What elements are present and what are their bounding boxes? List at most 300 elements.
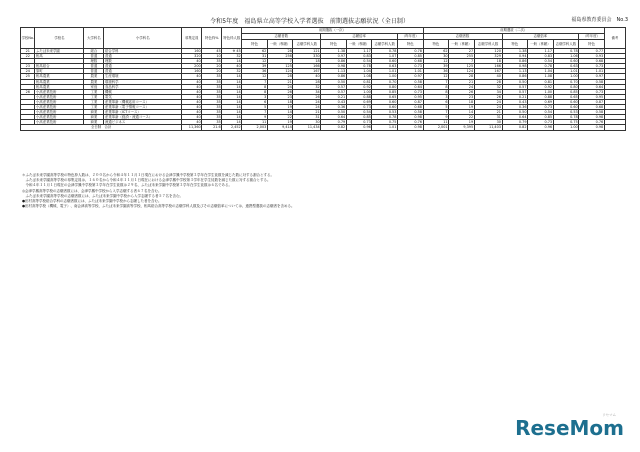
cell-biko [604,125,625,130]
cell-value: 26 [267,89,293,94]
cell-capacity: 40 [182,120,202,125]
cell-value: 11 [423,120,449,125]
cell-value: 0.92 [346,84,372,89]
cell-value: 0.97 [397,74,423,79]
cell-value: 120 [474,49,502,54]
cell-major: 家庭 [84,84,104,89]
cell-value: 125 [267,64,293,69]
cell-major: 商業 [84,115,104,120]
cell-major: 工業 [84,94,104,99]
total-value: 1.01 [372,125,398,130]
cell-value: 7 [449,59,475,64]
cell-school: 小高産業技術 [35,120,84,125]
cell-value: 34 [474,89,502,94]
cell-value: 0.86 [502,59,528,64]
cell-value: 9 [423,115,449,120]
cell-value: 0.60 [372,99,398,104]
cell-tokusyoku-pct: 35 [202,59,222,64]
cell-minor: 産業革新（電子情報コース） [104,105,182,110]
total-value: 0.82 [321,125,347,130]
cell-value: 0.21 [321,94,347,99]
cell-tokusyoku-pct: 35 [202,84,222,89]
cell-minor: 産業革新（機械応用コース） [104,99,182,104]
cell-value: 124 [267,69,293,74]
cell-value: 3 [242,94,268,99]
cell-value: 28 [267,74,293,79]
header-group1: 前期選抜（一次） [242,28,423,34]
cell-value: 1.08 [346,74,372,79]
cell-school: ふたば未来学園 [35,49,84,54]
cell-value: 8 [423,84,449,89]
cell-value: 26 [293,94,321,99]
cell-tokusyoku-pct: 35 [202,89,222,94]
cell-value: 0.73 [579,64,605,69]
header-tokushoku-b1: 特色 [321,40,347,49]
cell-value: 0.85 [397,54,423,59]
cell-value: 32 [474,84,502,89]
header-minor: 小学科名 [104,28,182,49]
resemom-logo [515,413,624,440]
cell-major: 工業 [84,105,104,110]
cell-value: 0.73 [528,105,554,110]
cell-value: 31 [293,115,321,120]
cell-value: 0.83 [346,54,372,59]
cell-capacity: 40 [182,105,202,110]
cell-value: 1.13 [321,69,347,74]
cell-value: 1.17 [528,49,554,54]
cell-tokusyoku-num: 14 [222,110,242,115]
footnote: ふたば未来学園高等学校の志願者数には、ふたば未来学園中学校から入学志願する者５７名を含む。 [22,193,183,198]
cell-school: 小高産業技術 [35,99,84,104]
header-ippan-b1: 一般（専願） [346,40,372,49]
cell-value: 0.85 [372,89,398,94]
cell-value: 0.68 [579,59,605,64]
cell-value: 0.79 [502,120,528,125]
cell-value: 24 [293,99,321,104]
cell-tokusyoku-pct: 35 [202,94,222,99]
cell-value: 0.87 [397,99,423,104]
cell-value: 22 [449,115,475,120]
cell-value: 21 [293,110,321,115]
cell-value: 0.70 [553,79,579,84]
cell-value: 0.65 [553,94,579,99]
cell-value: 18 [267,99,293,104]
cell-value: 0.78 [553,115,579,120]
cell-value: 0.43 [502,99,528,104]
total-value: 11,403 [474,125,502,130]
cell-tokusyoku-pct: 35 [202,79,222,84]
cell-value: 31 [474,115,502,120]
cell-value: 0.63 [553,64,579,69]
cell-capacity: 40 [182,110,202,115]
cell-value: 31 [242,54,268,59]
header-zennen-2: （昨年度） [579,34,605,40]
cell-value: 0.60 [553,99,579,104]
cell-value: 0.97 [579,74,605,79]
cell-value: 23 [449,94,475,99]
cell-value: 0.81 [528,79,554,84]
cell-value: 18 [293,59,321,64]
application-status-table [20,27,626,131]
total-label: 全日制 合計 [21,125,182,130]
cell-value: 1.13 [502,69,528,74]
cell-major: 商業 [84,110,104,115]
cell-value: 0.50 [321,79,347,84]
total-capacity: 11,360 [182,125,202,130]
total-value: 0.96 [528,125,554,130]
cell-no: 24 [21,69,35,74]
cell-capacity: 40 [182,84,202,89]
cell-school: 相馬農業 [35,79,84,84]
cell-value: 40 [293,74,321,79]
cell-value: 39 [423,64,449,69]
cell-value: 0.60 [553,105,579,110]
cell-value: 124 [449,69,475,74]
cell-value: 14 [267,110,293,115]
cell-minor: 機械 [104,89,182,94]
footnote: ◎会津学鳳高等学校の志願者数には、会津学鳳中学校から入学志願する者６７名を含む。 [22,188,162,193]
cell-value: 125 [449,64,475,69]
cell-minor: 総合学科 [104,49,182,54]
cell-value: 256 [267,54,293,59]
cell-tokusyoku-pct: 35 [202,74,222,79]
cell-value: 1.04 [346,69,372,74]
header-tokushoku-z2: 特色 [579,40,605,49]
cell-value: 0.64 [502,115,528,120]
cell-value: 0.58 [397,79,423,84]
header-major: 大学科名 [84,28,104,49]
total-value: 2,001 [423,125,449,130]
cell-value: 0.64 [321,115,347,120]
cell-value: 1.00 [346,89,372,94]
cell-major: 普通 [84,64,104,69]
cell-school: 小高産業技術 [35,115,84,120]
cell-value: 5 [242,105,268,110]
header-tokusyoku-pct: 特色枠% [202,28,222,49]
footnote: ●田村高等学校総合学科の志願者数には、ふたば未来学園中学校から志願した者を含む。 [22,199,162,204]
cell-major: 商業 [84,120,104,125]
cell-capacity: 40 [182,99,202,104]
header-group2: 前期選抜（二次） [423,28,604,34]
cell-major: 農業 [84,79,104,84]
cell-tokusyoku-pct: 35 [202,115,222,120]
cell-value: 0.50 [502,79,528,84]
total-value: 0.98 [397,125,423,130]
cell-value: 0.86 [321,74,347,79]
cell-value: 255 [449,54,475,59]
header-koukou-1: 志願学科人数 [293,40,321,49]
cell-value: 1.08 [528,74,554,79]
cell-value: 28 [293,79,321,84]
cell-value: 1.01 [372,69,398,74]
cell-value: 12 [242,74,268,79]
cell-value: 23 [267,94,293,99]
cell-no: 23 [21,64,35,69]
cell-minor: 産業革新（経済・流通コース） [104,115,182,120]
cell-value: 12 [423,74,449,79]
cell-value: 0.95 [579,94,605,99]
cell-value: 0.78 [528,64,554,69]
cell-value: 1.01 [397,69,423,74]
cell-value: 0.73 [528,120,554,125]
cell-value: 0.69 [528,99,554,104]
cell-value: 19 [267,105,293,110]
cell-major: 総合 [84,49,104,54]
cell-minor: 普通 [104,54,182,59]
cell-value: 8 [423,89,449,94]
cell-value: 1.07 [372,54,398,59]
cell-value: 0.58 [579,79,605,84]
cell-value: 0.77 [579,49,605,54]
document-title: 令和5年度 福島県立高等学校入学者選抜 前期選抜志願状況（全日制） [210,18,410,25]
cell-value: 12 [423,59,449,64]
cell-value: 1.01 [553,69,579,74]
cell-school: 小高産業技術 [35,89,84,94]
cell-value: 9 [242,115,268,120]
cell-capacity: 40 [182,59,202,64]
cell-value: 167 [474,69,502,74]
cell-tokusyoku-num: 14 [222,79,242,84]
cell-value: 0.21 [502,94,528,99]
cell-minor: 生産環境 [104,74,182,79]
cell-value: 0.73 [397,89,423,94]
cell-value: 0.78 [346,64,372,69]
cell-value: 166 [293,64,321,69]
cell-value: 0.92 [528,84,554,89]
cell-value: 0.57 [321,89,347,94]
cell-value: 19 [449,105,475,110]
header-koukou-b1: 志願学科人数 [372,40,398,49]
cell-minor: 流通ビジネス [104,120,182,125]
cell-value: 32 [293,84,321,89]
cell-value: 1.38 [321,49,347,54]
cell-school: 相馬農業 [35,74,84,79]
logo-text: ReseMom [515,416,624,440]
header-tokushoku-b2: 特色 [502,40,528,49]
header-zennen-1: （昨年度） [397,34,423,40]
cell-value: 0.81 [346,79,372,84]
cell-value: 0.36 [502,105,528,110]
cell-tokusyoku-num: 14 [222,94,242,99]
total-value: 0.96 [346,125,372,130]
header-tokushoku-z1: 特色 [397,40,423,49]
issuer-label: 福島県教育委員会 No.3 [571,17,628,23]
cell-value: 0.54 [346,59,372,64]
cell-value: 40 [474,74,502,79]
cell-tokusyoku-num: 40 [222,64,242,69]
cell-capacity: 40 [182,94,202,99]
cell-no: 21 [21,49,35,54]
cell-value: 0.64 [397,84,423,89]
cell-value: 0.64 [579,84,605,89]
cell-value: 0.60 [553,59,579,64]
total-row [21,125,626,130]
footnote: ＊ふたば未来学園高等学校の特色枠人数は、２００名から令和４年１１月１日現在における会津学鳳中学校第３学年在学生徒数を減じた数に対する割合とする。 [22,173,274,177]
cell-value: 0.58 [579,110,605,115]
cell-value: 0.85 [528,115,554,120]
cell-value: 7 [242,110,268,115]
cell-value: 0.78 [372,49,398,54]
cell-tokusyoku-pct: 20 [202,64,222,69]
footnote: 令和４年１１月１日現在の会津学鳳中学校第３学年在学生徒数は２９名、ふたば未来学園中学校第３学年在学生徒数は６名である。 [22,183,232,188]
cell-capacity: 160 [182,69,202,74]
cell-value: 7 [423,79,449,84]
cell-tokusyoku-num: 14 [222,89,242,94]
cell-value: 36 [242,69,268,74]
cell-value: 18 [474,59,502,64]
cell-value: 1.00 [528,89,554,94]
cell-value: 28 [267,49,293,54]
cell-minor: 食品科学 [104,84,182,89]
cell-capacity: 40 [182,74,202,79]
cell-value: 0.75 [553,120,579,125]
cell-value: 0.88 [528,94,554,99]
cell-capacity: 40 [182,89,202,94]
cell-value: 14 [449,110,475,115]
cell-value: 0.73 [579,89,605,94]
cell-value: 24 [267,84,293,89]
header-koukou-2: 志願学科人数 [474,40,502,49]
cell-value: 0.98 [397,115,423,120]
total-value: 9,395 [449,125,475,130]
total-value: 11,434 [293,125,321,130]
cell-value: 0.43 [321,99,347,104]
cell-capacity: 320 [182,54,202,59]
cell-value: 0.54 [346,110,372,115]
cell-value: 0.98 [321,64,347,69]
cell-value: 24 [293,105,321,110]
cell-minor: 電気 [104,94,182,99]
total-value: 2,003 [242,125,268,130]
cell-value: 34 [293,89,321,94]
header-ippan-b2: 一般（専願） [528,40,554,49]
total-value: 9,414 [267,125,293,130]
cell-value: 167 [293,69,321,74]
cell-value: 1.17 [346,49,372,54]
cell-no: 25 [21,74,35,79]
cell-value: 18 [449,99,475,104]
cell-value: 0.57 [502,89,528,94]
cell-value: 28 [449,74,475,79]
cell-value: 62 [242,49,268,54]
cell-value: 0.88 [346,94,372,99]
cell-value: 0.86 [321,59,347,64]
cell-tokusyoku-num: 14 [222,120,242,125]
cell-value: 7 [423,110,449,115]
total-value: 0.82 [502,125,528,130]
cell-value: 0.76 [579,120,605,125]
cell-value: 0.78 [553,49,579,54]
cell-tokusyoku-num: 14 [222,84,242,89]
cell-tokusyoku-num: ※ 45 [222,49,242,54]
header-capacity: 募集定員 [182,28,202,49]
cell-minor: 産業革新（ICTコース） [104,110,182,115]
cell-value: 0.53 [553,110,579,115]
cell-value: 0.73 [346,120,372,125]
cell-school: 相馬総合 [35,64,84,69]
cell-tokusyoku-num: 14 [222,99,242,104]
header-bairitsu-2: 志願倍率 [502,34,579,40]
cell-value: 0.97 [321,54,347,59]
cell-minor: 環境科学 [104,79,182,84]
cell-value: 0.68 [397,105,423,110]
cell-value: 0.68 [579,105,605,110]
cell-value: 0.60 [372,59,398,64]
cell-value: 21 [449,79,475,84]
cell-tokusyoku-num: 14 [222,115,242,120]
cell-capacity: 40 [182,79,202,84]
cell-value: 6 [242,99,268,104]
total-value: 1.00 [553,125,579,130]
cell-school: 小高産業技術 [35,94,84,99]
cell-value: 26 [474,94,502,99]
cell-tokusyoku-pct: 35 [202,120,222,125]
cell-value: 11 [242,120,268,125]
cell-school: 原町 [35,69,84,74]
cell-value: 6 [423,99,449,104]
cell-value: 30 [474,120,502,125]
cell-value: 121 [293,49,321,54]
header-ippan-1: 一般（専願） [267,40,293,49]
cell-value: 0.60 [372,105,398,110]
header-bairitsu-1: 志願倍率 [321,34,398,40]
cell-value: 27 [449,49,475,54]
cell-value: 0.53 [372,110,398,115]
cell-school: 相馬 [35,54,84,59]
header-no: 学校No. [21,28,35,49]
cell-value: 21 [267,79,293,84]
cell-value: 0.58 [397,110,423,115]
cell-value: 30 [423,54,449,59]
cell-tokusyoku-num: 32 [222,69,242,74]
cell-value: 24 [449,84,475,89]
cell-value: 0.50 [502,110,528,115]
header-tokushoku-2: 特色 [423,40,449,49]
cell-capacity: 40 [182,115,202,120]
cell-tokusyoku-num: 32 [222,54,242,59]
cell-value: 39 [242,64,268,69]
cell-value: 8 [242,89,268,94]
cell-value: 0.73 [397,64,423,69]
cell-value: 166 [474,64,502,69]
cell-major: 工業 [84,99,104,104]
cell-value: 24 [474,99,502,104]
cell-major: 工業 [84,89,104,94]
cell-value: 329 [474,54,502,59]
cell-value: 0.80 [372,84,398,89]
cell-value: 0.87 [579,99,605,104]
cell-value: 330 [293,54,321,59]
cell-no: 22 [21,54,35,59]
cell-minor: 理数 [104,59,182,64]
cell-value: 1.01 [579,69,605,74]
cell-tokusyoku-pct: 45 [202,49,222,54]
cell-value: 0.54 [528,110,554,115]
cell-minor: 普通 [104,64,182,69]
cell-value: 62 [423,49,449,54]
cell-capacity: 200 [182,64,202,69]
cell-value: 0.69 [346,99,372,104]
cell-value: 0.63 [372,64,398,69]
cell-tokusyoku-pct: 35 [202,105,222,110]
header-shigansha-2: 志願者数 [423,34,502,40]
cell-value: 0.57 [321,84,347,89]
cell-value: 0.78 [397,49,423,54]
cell-value: 0.50 [321,110,347,115]
cell-value: 1.04 [528,69,554,74]
logo-kana: リセマム [602,413,616,417]
footnote: ふたば未来学園高等学校の募集定員は、１６０名から令和４年１１月１日現在における会津学鳳中学校第３学年在学生徒数を減じた数に対する割合とする。 [22,178,271,183]
